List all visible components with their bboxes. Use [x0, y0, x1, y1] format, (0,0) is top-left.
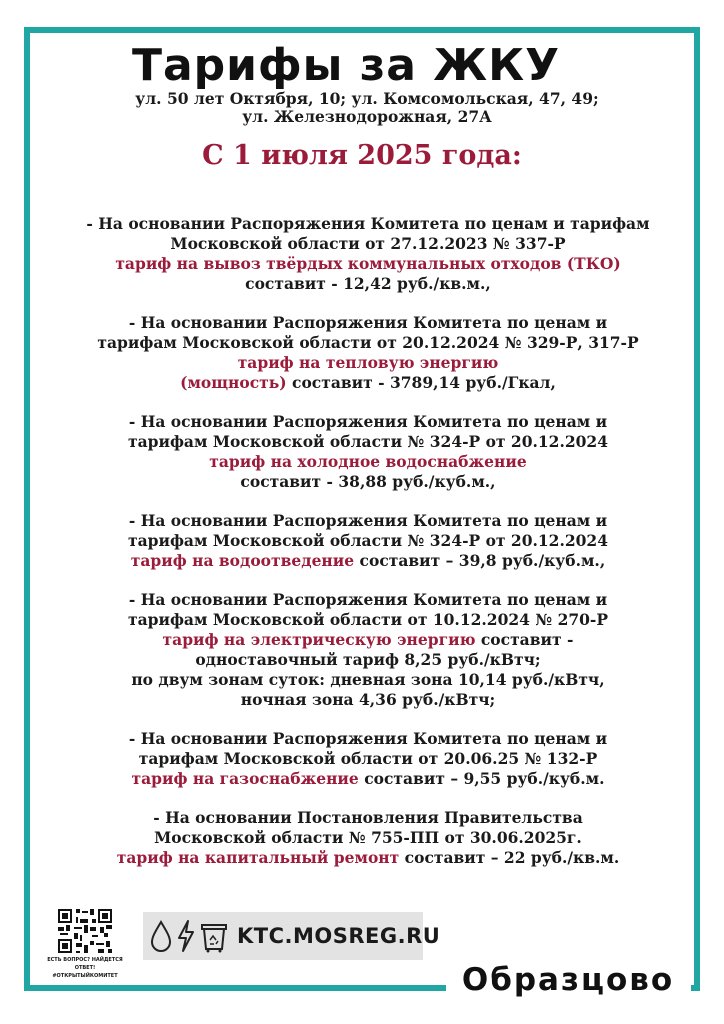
- effective-date: С 1 июля 2025 года:: [202, 140, 522, 171]
- tariff-value: составит – 22 руб./кв.м.: [399, 848, 620, 867]
- tariff-value: ночная зона 4,36 руб./кВтч;: [240, 690, 496, 709]
- tariff-basis-line: - На основании Распоряжения Комитета по ценам и: [128, 412, 608, 431]
- tariff-basis-line: - На основании Распоряжения Комитета по ценам и: [128, 511, 608, 530]
- tariff-value-line: [40, 551, 696, 571]
- tariff-basis-line: тарифам Московской области от 10.12.2024 № 270-Р: [127, 610, 609, 629]
- tariff-basis-line: Московской области от 27.12.2023 № 337-Р: [170, 234, 566, 253]
- tariff-basis-line: - На основании Распоряжения Комитета по ценам и тарифам: [86, 214, 650, 233]
- ktc-site-label[interactable]: KTC.MOSREG.RU: [237, 924, 441, 948]
- address: [5, 90, 724, 126]
- tariff-basis-line: тарифам Московской области от 20.06.25 № 132-Р: [138, 749, 598, 768]
- water-drop-icon: [149, 919, 173, 953]
- tariff-value: составит -: [475, 630, 574, 649]
- ktc-banner[interactable]: [143, 912, 441, 960]
- tariff-name: тариф на электрическую энергию: [162, 630, 476, 649]
- tariff-list: [40, 214, 696, 887]
- tariff-value: по двум зонам суток: дневная зона 10,14 руб./кВтч,: [131, 670, 605, 689]
- tariff-value-line: [40, 769, 696, 789]
- tariff-electricity: [40, 590, 696, 710]
- tariff-value-line: [40, 848, 696, 868]
- tariff-value: составит – 9,55 руб./куб.м.: [358, 769, 605, 788]
- tariff-sewage: [40, 511, 696, 571]
- tariff-basis-line: тарифам Московской области от 20.12.2024 № 329-Р, 317-Р: [97, 333, 639, 352]
- tariff-name: тариф на газоснабжение: [131, 769, 359, 788]
- lightning-icon: [175, 919, 197, 953]
- tariff-name: тариф на водоотведение: [130, 551, 355, 570]
- page-title: Тарифы за ЖКУ: [131, 40, 561, 91]
- tariff-name: тариф на капитальный ремонт: [116, 848, 400, 867]
- tariff-name: тариф на холодное водоснабжение: [209, 452, 527, 471]
- tariff-basis-line: тарифам Московской области № 324-Р от 20.12.2024: [127, 432, 609, 451]
- tariff-heat: [40, 313, 696, 393]
- place-name: Образцово: [461, 962, 675, 998]
- trash-bin-icon: [199, 919, 229, 953]
- tariff-value-line: [40, 630, 696, 650]
- tariff-value-line: [40, 373, 696, 393]
- tariff-cold-water: [40, 412, 696, 492]
- qr-caption: [38, 956, 132, 980]
- tariff-capital-repair: [40, 808, 696, 868]
- tariff-value: одноставочный тариф 8,25 руб./кВтч;: [195, 650, 541, 669]
- tariff-basis-line: - На основании Распоряжения Комитета по ценам и: [128, 729, 608, 748]
- tariff-basis-line: Московской области № 755-ПП от 30.06.2025г.: [154, 828, 582, 847]
- tariff-name: тариф на тепловую энергию: [237, 353, 499, 372]
- tariff-gas: [40, 729, 696, 789]
- tariff-name-cont: (мощность): [180, 373, 287, 392]
- utility-icons: [149, 919, 229, 953]
- tariff-name: тариф на вывоз твёрдых коммунальных отходов (ТКО): [115, 254, 621, 273]
- tariff-value: составит - 38,88 руб./куб.м.,: [240, 472, 496, 491]
- address-line-1: ул. 50 лет Октября, 10; ул. Комсомольская, 47, 49;: [135, 89, 599, 108]
- tariff-tko: [40, 214, 696, 294]
- tariff-value: составит – 39,8 руб./куб.м.,: [354, 551, 606, 570]
- tariff-value: составит - 12,42 руб./кв.м.,: [245, 274, 491, 293]
- tariff-value: составит - 3789,14 руб./Гкал,: [286, 373, 556, 392]
- tariff-basis-line: - На основании Распоряжения Комитета по ценам и: [128, 313, 608, 332]
- address-line-2: ул. Железнодорожная, 27А: [242, 107, 492, 126]
- tariff-basis-line: - На основании Распоряжения Комитета по ценам и: [128, 590, 608, 609]
- tariff-basis-line: - На основании Постановления Правительства: [153, 808, 583, 827]
- qr-code[interactable]: [56, 907, 114, 955]
- qr-caption-line: ЕСТЬ ВОПРОС? НАЙДЕТСЯ ОТВЕТ!: [47, 957, 123, 971]
- tariff-basis-line: тарифам Московской области № 324-Р от 20.12.2024: [127, 531, 609, 550]
- qr-caption-hashtag: #ОТКРЫТЫЙКОМИТЕТ: [52, 973, 118, 979]
